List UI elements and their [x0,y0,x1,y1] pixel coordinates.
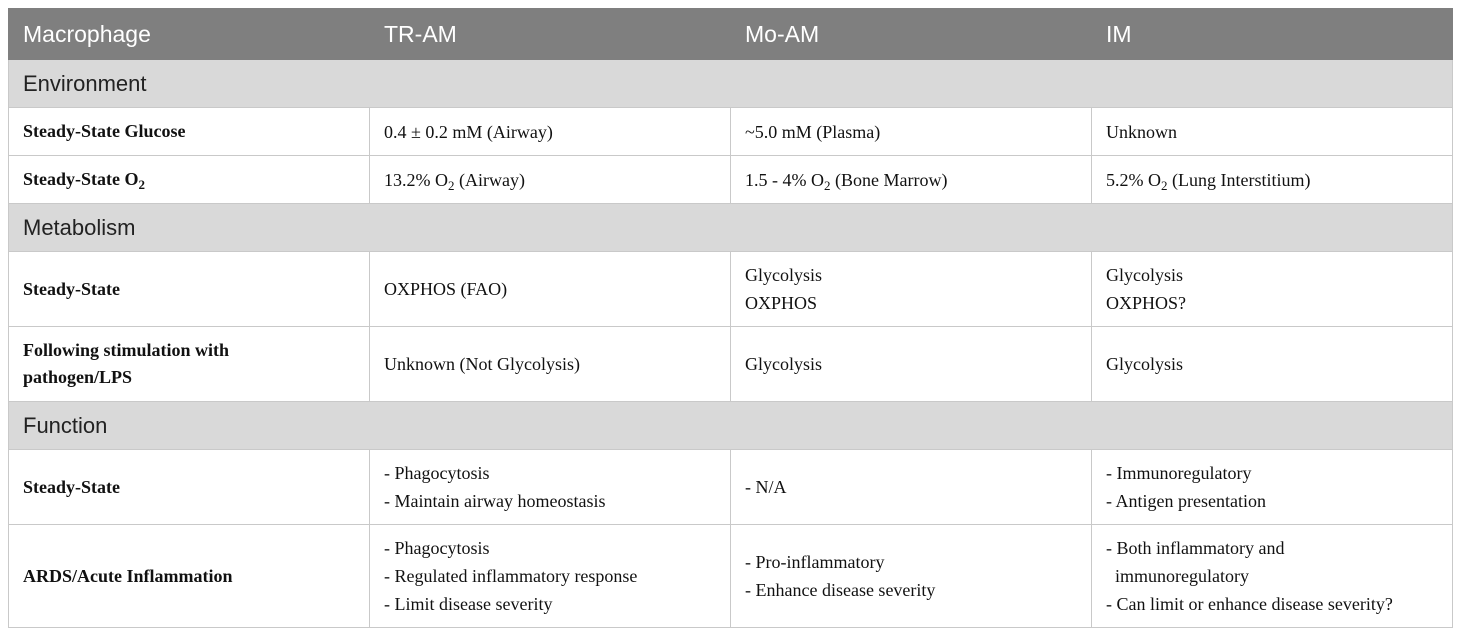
cell-line: - Can limit or enhance disease severity? [1106,594,1393,614]
cell-line: - Limit disease severity [384,594,553,614]
cell-metab-stim-im: Glycolysis [1092,327,1453,402]
oxygen-tram-prefix: 13.2% O [384,169,448,190]
table-row-metab-steady [9,252,1453,327]
section-row-function [9,402,1453,450]
cell-oxygen-moam [731,156,1092,204]
cell-line: - Immunoregulatory [1106,463,1252,483]
header-im: IM [1092,9,1453,60]
cell-func-steady-tram [370,450,731,525]
cell-glucose-moam: ~5.0 mM (Plasma) [731,108,1092,156]
row-label-oxygen [9,156,370,204]
cell-line: Glycolysis [1106,265,1184,285]
cell-oxygen-tram [370,156,731,204]
oxygen-im-suffix: (Lung Interstitium) [1167,169,1311,190]
cell-line: OXPHOS [745,293,818,313]
row-label-metab-stim [9,327,370,402]
table-row-oxygen [9,156,1453,204]
cell-metab-steady-tram: OXPHOS (FAO) [370,252,731,327]
cell-metab-steady-moam [731,252,1092,327]
cell-func-ards-im [1092,525,1453,628]
cell-line: - N/A [745,477,787,497]
cell-line: - Regulated inflammatory response [384,566,638,586]
cell-line: immunoregulatory [1106,566,1249,586]
header-mo-am: Mo-AM [731,9,1092,60]
oxygen-im-prefix: 5.2% O [1106,169,1161,190]
row-label-glucose: Steady-State Glucose [9,108,370,156]
cell-glucose-tram: 0.4 ± 0.2 mM (Airway) [370,108,731,156]
cell-func-ards-moam [731,525,1092,628]
row-label-func-ards: ARDS/Acute Inflammation [9,525,370,628]
section-row-environment [9,60,1453,108]
header-row [9,9,1453,60]
section-row-metabolism [9,204,1453,252]
cell-func-ards-tram [370,525,731,628]
oxygen-label-text: Steady-State O [23,169,139,189]
table-row-glucose [9,108,1453,156]
cell-glucose-im: Unknown [1092,108,1453,156]
header-macrophage: Macrophage [9,9,370,60]
cell-line: - Pro-inflammatory [745,552,885,572]
table-row-func-steady [9,450,1453,525]
section-metabolism: Metabolism [9,204,1453,252]
table-row-metab-stim [9,327,1453,402]
cell-func-steady-moam [731,450,1092,525]
cell-line: OXPHOS? [1106,293,1187,313]
label-line: Following stimulation with [23,340,230,360]
cell-metab-stim-tram: Unknown (Not Glycolysis) [370,327,731,402]
label-line: pathogen/LPS [23,367,133,387]
cell-line: Glycolysis [745,265,823,285]
oxygen-tram-suffix: (Airway) [454,169,525,190]
cell-line: - Enhance disease severity [745,580,936,600]
cell-line: - Antigen presentation [1106,491,1266,511]
oxygen-moam-suffix: (Bone Marrow) [830,169,948,190]
row-label-func-steady: Steady-State [9,450,370,525]
oxygen-label-subscript: 2 [138,177,145,192]
cell-metab-stim-moam: Glycolysis [731,327,1092,402]
section-function: Function [9,402,1453,450]
cell-metab-steady-im [1092,252,1453,327]
cell-func-steady-im [1092,450,1453,525]
row-label-metab-steady: Steady-State [9,252,370,327]
header-tr-am: TR-AM [370,9,731,60]
cell-line: - Maintain airway homeostasis [384,491,606,511]
oxygen-moam-subscript: 2 [824,177,831,193]
macrophage-comparison-table [8,8,1453,628]
oxygen-moam-prefix: 1.5 - 4% O [745,169,824,190]
cell-line: - Phagocytosis [384,463,490,483]
section-environment: Environment [9,60,1453,108]
cell-line: - Both inflammatory and [1106,538,1285,558]
oxygen-im-subscript: 2 [1161,177,1168,193]
cell-line: - Phagocytosis [384,538,490,558]
cell-oxygen-im [1092,156,1453,204]
oxygen-tram-subscript: 2 [448,177,455,193]
table-row-func-ards [9,525,1453,628]
